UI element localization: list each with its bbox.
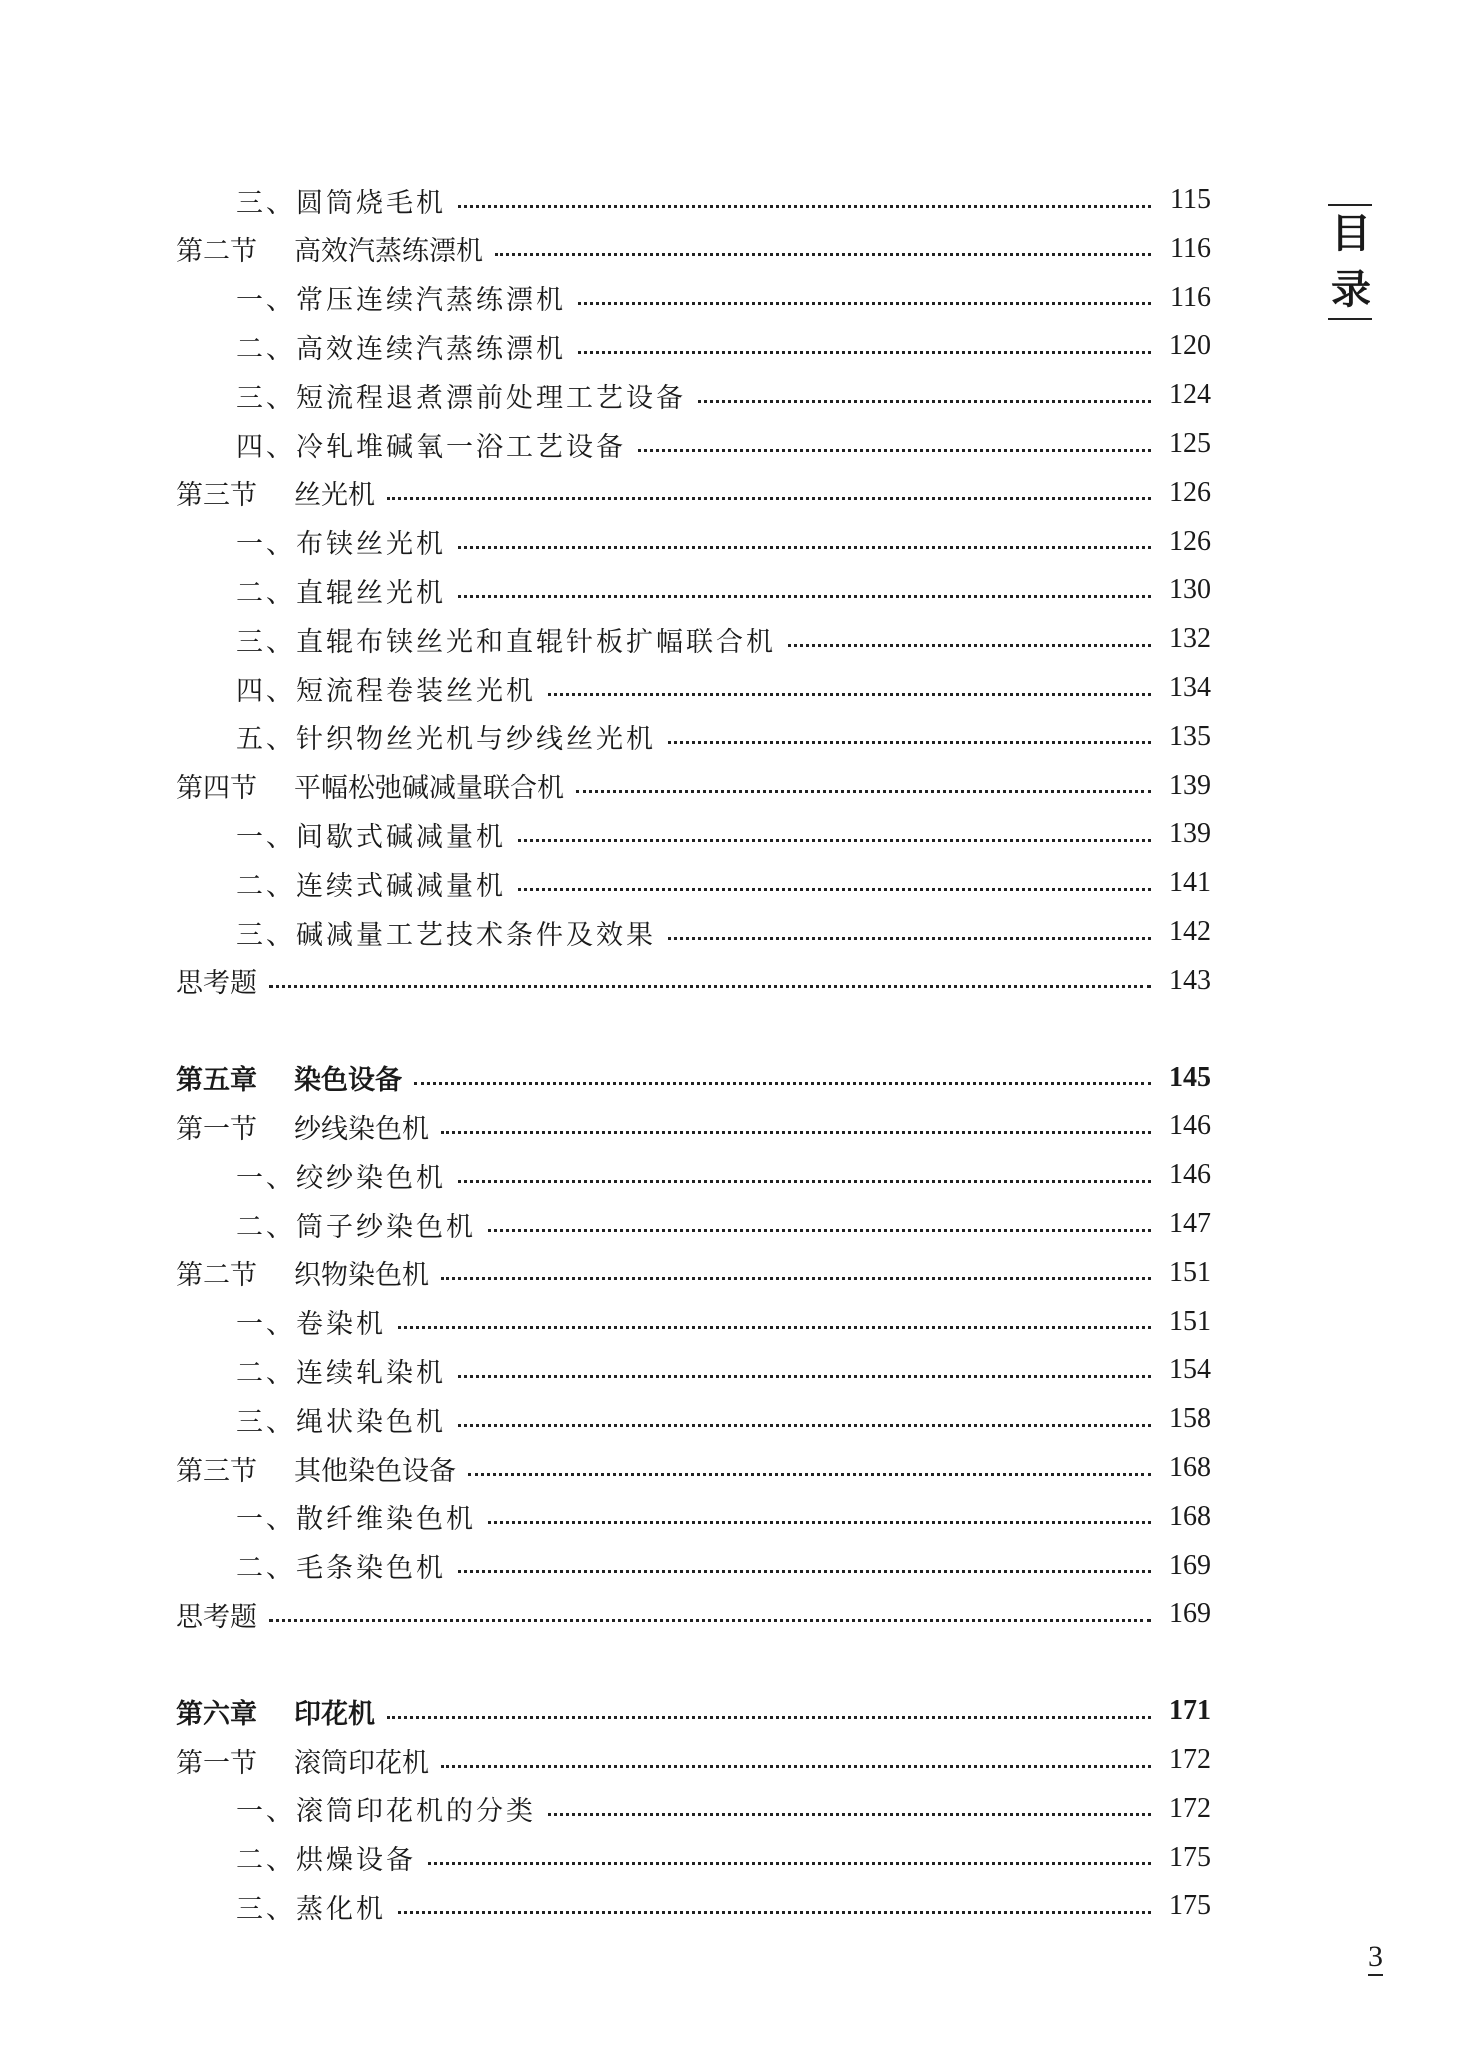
dot-leader: [458, 595, 1151, 598]
toc-entry-text: 碱减量工艺技术条件及效果: [296, 919, 656, 951]
toc-entry[interactable]: [176, 1445, 1211, 1491]
toc-entry-title: [176, 1107, 429, 1146]
toc-entry-page: 175: [1169, 1890, 1211, 1922]
toc-entry-title: [236, 1887, 386, 1926]
dot-leader: [548, 693, 1151, 696]
toc-entry[interactable]: [236, 1152, 1211, 1198]
toc-entry[interactable]: [236, 860, 1211, 906]
dot-leader: [458, 546, 1151, 549]
toc-entry-title: [236, 1838, 416, 1877]
toc-entry-title: [236, 425, 626, 464]
toc-entry-page: 139: [1169, 769, 1211, 801]
toc-entry[interactable]: [236, 1396, 1211, 1442]
toc-entry-page: 120: [1169, 330, 1211, 362]
toc-entry-number: 三、: [236, 1406, 296, 1438]
toc-entry-number: 第三节: [176, 1455, 257, 1487]
toc-entry[interactable]: [236, 714, 1211, 760]
toc-entry-number: 一、: [236, 285, 296, 317]
toc-entry-page: 145: [1169, 1061, 1211, 1093]
toc-entry-number: 二、: [236, 577, 296, 609]
toc-entry[interactable]: [176, 1688, 1211, 1734]
toc-entry-page: 142: [1169, 916, 1211, 947]
toc-entry-number: 第一节: [176, 1747, 257, 1779]
toc-entry-text: 其他染色设备: [294, 1455, 456, 1487]
toc-entry[interactable]: [236, 811, 1211, 857]
dot-leader: [576, 790, 1151, 793]
toc-entry-title: [236, 669, 536, 708]
toc-entry-number: 三、: [236, 919, 296, 951]
toc-entry-title: [236, 913, 656, 952]
toc-entry[interactable]: [176, 1591, 1211, 1637]
toc-entry[interactable]: [236, 421, 1211, 467]
toc-entry-title: [236, 1205, 476, 1244]
toc-entry-number: 四、: [236, 675, 296, 707]
toc-entry-page: 115: [1170, 184, 1211, 215]
dot-leader: [578, 302, 1151, 305]
toc-entry-number: 三、: [236, 382, 296, 414]
toc-entry-number: 第一节: [176, 1113, 257, 1145]
toc-entry-number: 一、: [236, 1162, 296, 1194]
dot-leader: [578, 351, 1151, 354]
toc-entry[interactable]: [236, 1543, 1211, 1589]
toc-entry-text: 绳状染色机: [296, 1406, 446, 1438]
dot-leader: [441, 1765, 1151, 1768]
toc-entry[interactable]: [236, 519, 1211, 565]
toc-entry-text: 印花机: [294, 1698, 375, 1730]
toc-entry-page: 154: [1169, 1354, 1211, 1386]
toc-entry-title: [236, 864, 506, 903]
toc-entry-text: 筒子纱染色机: [296, 1211, 476, 1243]
toc-entry-number: 四、: [236, 431, 296, 463]
toc-entry-number: 一、: [236, 1309, 296, 1341]
toc-entry[interactable]: [176, 470, 1211, 516]
toc-side-marker: [1328, 204, 1374, 320]
toc-entry[interactable]: [236, 1786, 1211, 1832]
toc-entry-text: 圆筒烧毛机: [296, 187, 446, 219]
toc-entry[interactable]: [236, 909, 1211, 955]
divider: [1328, 318, 1372, 320]
toc-entry[interactable]: [236, 567, 1211, 613]
toc-entry[interactable]: [236, 1299, 1211, 1345]
side-label-char: 录: [1331, 267, 1371, 313]
toc-entry[interactable]: [236, 665, 1211, 711]
dot-leader: [488, 1521, 1151, 1524]
toc-entry-title: [176, 473, 375, 512]
dot-leader: [458, 1570, 1151, 1573]
toc-entry-page: 116: [1170, 281, 1211, 313]
dot-leader: [441, 1131, 1151, 1134]
toc-entry[interactable]: [176, 763, 1211, 809]
toc-entry-title: [236, 1789, 536, 1828]
toc-entry-page: 147: [1169, 1208, 1211, 1239]
toc-entry-text: 直辊丝光机: [296, 577, 446, 609]
toc-entry[interactable]: [236, 1347, 1211, 1393]
toc-entry-title: [236, 815, 506, 854]
toc-entry[interactable]: [236, 275, 1211, 321]
toc-entry-number: 一、: [236, 1504, 296, 1536]
toc-entry-text: 连续式碱减量机: [296, 870, 506, 902]
toc-entry-title: [236, 620, 776, 659]
dot-leader: [698, 400, 1151, 403]
toc-entry-number: 第五章: [176, 1065, 257, 1097]
toc-entry-title: [236, 717, 656, 756]
toc-entry-page: 151: [1169, 1305, 1211, 1337]
toc-entry-title: [236, 278, 566, 317]
toc-entry-title: [176, 1692, 375, 1731]
toc-entry-number: 二、: [236, 870, 296, 902]
toc-entry-text: 针织物丝光机与纱线丝光机: [296, 724, 656, 756]
toc-entry-page: 139: [1169, 818, 1211, 850]
toc-entry-text: 高效连续汽蒸练漂机: [296, 333, 566, 365]
dot-leader: [638, 449, 1151, 452]
toc-entry-text: 滚筒印花机的分类: [296, 1796, 536, 1828]
toc-entry-text: 丝光机: [294, 480, 375, 512]
toc-entry-text: 常压连续汽蒸练漂机: [296, 285, 566, 317]
toc-entry-page: 124: [1169, 379, 1211, 411]
dot-leader: [414, 1082, 1151, 1085]
toc-entry-title: [236, 1497, 476, 1536]
dot-leader: [398, 1326, 1151, 1329]
dot-leader: [788, 644, 1151, 647]
dot-leader: [548, 1813, 1151, 1816]
toc-entry-page: 158: [1169, 1403, 1211, 1435]
toc-entry-title: [176, 1449, 456, 1488]
toc-entry[interactable]: [176, 1250, 1211, 1296]
dot-leader: [668, 741, 1151, 744]
toc-entry-title: [236, 181, 446, 220]
dot-leader: [518, 888, 1151, 891]
toc-entry-number: 第三节: [176, 480, 257, 512]
toc-entry-text: 高效汽蒸练漂机: [294, 236, 483, 268]
toc-entry-title: [236, 1400, 446, 1439]
toc-entry-page: 171: [1169, 1695, 1211, 1727]
toc-entry-page: 135: [1169, 720, 1211, 752]
toc-entry-number: 第四节: [176, 773, 257, 805]
toc-entry-number: 三、: [236, 1893, 296, 1925]
side-label-char: 目: [1331, 211, 1371, 257]
toc-entry-title: [236, 1302, 386, 1341]
toc-entry-number: 二、: [236, 1845, 296, 1877]
toc-entry-page: 134: [1169, 672, 1211, 703]
toc-entry-number: 二、: [236, 1211, 296, 1243]
toc-entry-title: [176, 229, 483, 268]
toc-entry[interactable]: [236, 372, 1211, 418]
toc-entry-text: 连续轧染机: [296, 1357, 446, 1389]
toc-entry-title: [176, 766, 564, 805]
toc-entry-text: 织物染色机: [294, 1260, 429, 1292]
toc-entry-text: 直辊布铗丝光和直辊针板扩幅联合机: [296, 626, 776, 658]
toc-entry-text: 烘燥设备: [296, 1845, 416, 1877]
toc-entry[interactable]: [236, 616, 1211, 662]
toc-entry-title: [236, 522, 446, 561]
dot-leader: [458, 1424, 1151, 1427]
toc-entry[interactable]: [176, 958, 1211, 1004]
dot-leader: [518, 839, 1151, 842]
toc-entry-text: 卷染机: [296, 1309, 386, 1341]
toc-entry-text: 间歇式碱减量机: [296, 821, 506, 853]
toc-entry-page: 141: [1169, 867, 1211, 899]
toc-entry-page: 130: [1169, 574, 1211, 606]
toc-entry-text: 短流程卷装丝光机: [296, 675, 536, 707]
toc-entry-page: 143: [1169, 964, 1211, 996]
toc-entry-text: 滚筒印花机: [294, 1747, 429, 1779]
toc-entry-title: [176, 1741, 429, 1780]
toc-entry-title: [176, 1595, 257, 1634]
toc-entry-page: 146: [1169, 1110, 1211, 1142]
toc-entry-page: 116: [1170, 232, 1211, 264]
toc-entry[interactable]: [236, 1883, 1211, 1929]
toc-entry-text: 绞纱染色机: [296, 1162, 446, 1194]
toc-entry-text: 散纤维染色机: [296, 1504, 476, 1536]
toc-entry-number: 二、: [236, 333, 296, 365]
toc-entry-title: [236, 376, 686, 415]
toc-entry-page: 132: [1169, 623, 1211, 655]
toc-entry[interactable]: [176, 1103, 1211, 1149]
toc-entry-page: 168: [1169, 1500, 1211, 1532]
toc-entry-text: 思考题: [176, 1601, 257, 1633]
toc-entry-page: 146: [1169, 1159, 1211, 1191]
toc-entry-page: 172: [1169, 1744, 1211, 1775]
toc-entry-page: 126: [1169, 525, 1211, 557]
toc-entry-page: 151: [1169, 1256, 1211, 1288]
toc-entry-number: 第二节: [176, 236, 257, 268]
toc-entry-text: 毛条染色机: [296, 1553, 446, 1585]
dot-leader: [668, 937, 1151, 940]
dot-leader: [269, 985, 1151, 988]
toc-entry-number: 五、: [236, 724, 296, 756]
toc-entry-title: [176, 961, 257, 1000]
toc-entry-title: [236, 1351, 446, 1390]
toc-entry[interactable]: [236, 1494, 1211, 1540]
toc-entry[interactable]: [176, 1055, 1211, 1101]
dot-leader: [468, 1473, 1151, 1476]
toc-entry-page: 125: [1169, 428, 1211, 459]
dot-leader: [387, 497, 1151, 500]
page-number: 3: [1368, 1940, 1383, 1976]
toc-entry-page: 172: [1169, 1792, 1211, 1824]
toc-entry-number: 二、: [236, 1357, 296, 1389]
toc-entry-number: 一、: [236, 529, 296, 561]
toc-entry-title: [176, 1253, 429, 1292]
dot-leader: [428, 1862, 1151, 1865]
toc-entry-page: 126: [1169, 476, 1211, 508]
dot-leader: [269, 1619, 1151, 1622]
dot-leader: [387, 1716, 1151, 1719]
dot-leader: [488, 1229, 1151, 1232]
dot-leader: [458, 1375, 1151, 1378]
toc-entry-number: 一、: [236, 1796, 296, 1828]
toc-entry-number: 三、: [236, 626, 296, 658]
dot-leader: [458, 205, 1151, 208]
toc-entry-number: 三、: [236, 187, 296, 219]
dot-leader: [398, 1911, 1151, 1914]
toc-entry[interactable]: [236, 177, 1211, 223]
toc-entry-text: 蒸化机: [296, 1893, 386, 1925]
toc-entry[interactable]: [176, 226, 1211, 272]
dot-leader: [458, 1180, 1151, 1183]
toc-entry-title: [176, 1058, 402, 1097]
toc-entry-number: 第六章: [176, 1698, 257, 1730]
toc-entry-number: 二、: [236, 1553, 296, 1585]
toc-entry-title: [236, 571, 446, 610]
toc-entry-page: 168: [1169, 1452, 1211, 1483]
toc-entry-text: 布铗丝光机: [296, 529, 446, 561]
toc-entry-page: 175: [1169, 1841, 1211, 1873]
toc-entry[interactable]: [176, 1737, 1211, 1783]
toc-entry[interactable]: [236, 1835, 1211, 1881]
toc-entry[interactable]: [236, 1201, 1211, 1247]
toc-entry-text: 染色设备: [294, 1065, 402, 1097]
dot-leader: [441, 1277, 1151, 1280]
toc-entry-text: 平幅松弛碱减量联合机: [294, 773, 564, 805]
toc-entry-page: 169: [1169, 1549, 1211, 1581]
toc-entry-title: [236, 1546, 446, 1585]
toc-entry[interactable]: [236, 323, 1211, 369]
toc-entry-text: 思考题: [176, 968, 257, 1000]
toc-entry-number: 一、: [236, 821, 296, 853]
toc-entry-title: [236, 1156, 446, 1195]
toc-entry-number: 第二节: [176, 1260, 257, 1292]
toc-entry-text: 纱线染色机: [294, 1113, 429, 1145]
toc-entry-title: [236, 327, 566, 366]
dot-leader: [495, 253, 1151, 256]
toc-entry-text: 短流程退煮漂前处理工艺设备: [296, 382, 686, 414]
toc-entry-text: 冷轧堆碱氧一浴工艺设备: [296, 431, 626, 463]
toc-entry-page: 169: [1169, 1598, 1211, 1630]
